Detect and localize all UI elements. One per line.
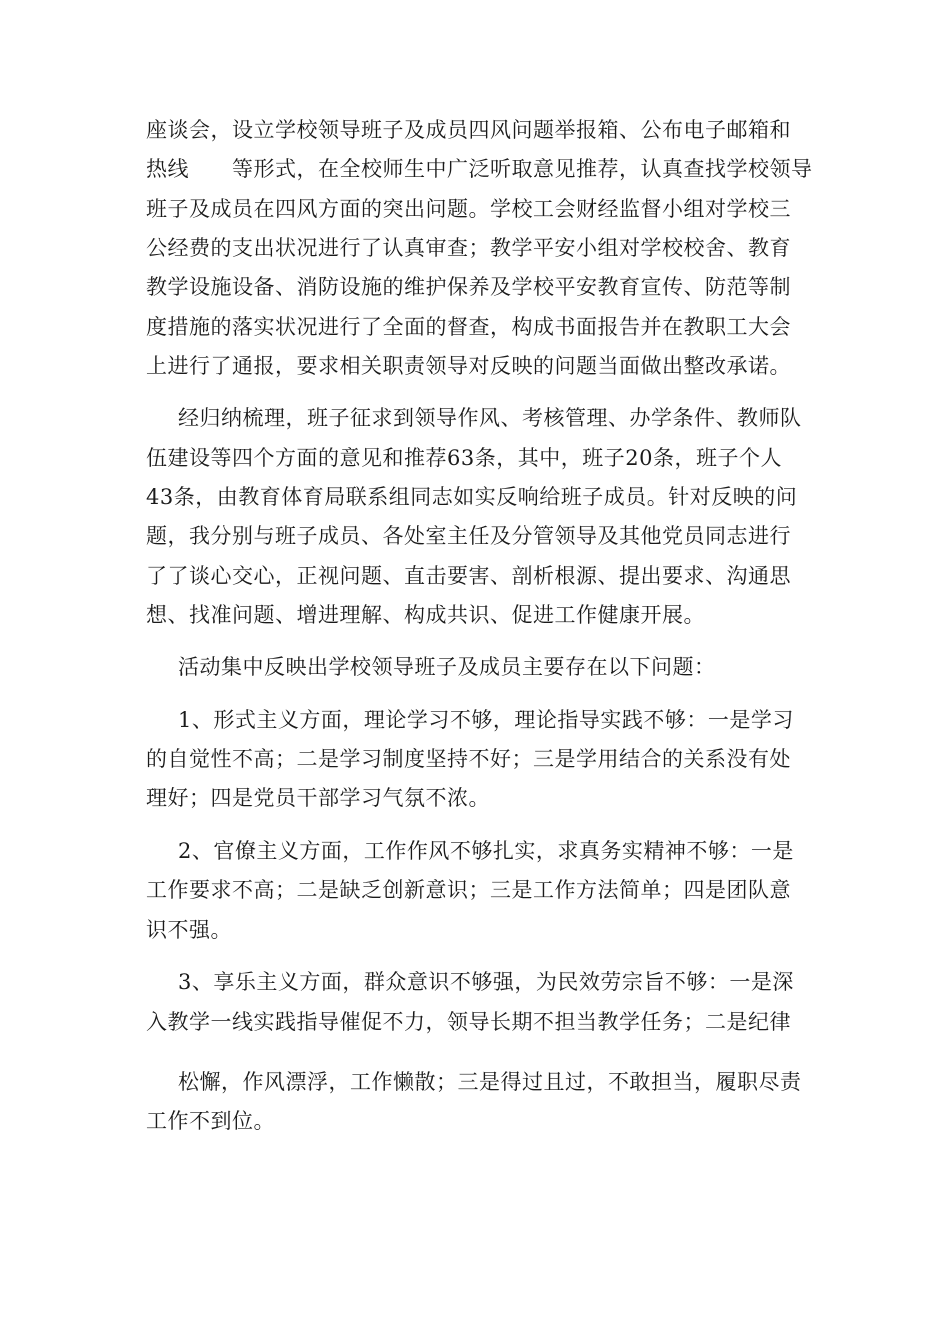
text-line: 43条，由教育体育局联系组同志如实反响给班子成员。针对反映的问	[146, 485, 798, 509]
text-line: 热线 等形式，在全校师生中广泛听取意见推荐，认真查找学校领导	[146, 157, 813, 181]
text-line: 的自觉性不高；二是学习制度坚持不好；三是学用结合的关系没有处	[146, 747, 791, 771]
text-line: 工作不到位。	[146, 1109, 275, 1133]
text-line: 教学设施设备、消防设施的维护保养及学校平安教育宣传、防范等制	[146, 275, 791, 299]
paragraph-start-line: 2、官僚主义方面，工作作风不够扎实，求真务实精神不够：一是	[178, 839, 794, 863]
paragraph-start-line: 3、享乐主义方面，群众意识不够强，为民效劳宗旨不够：一是深	[178, 970, 794, 994]
text-line: 伍建设等四个方面的意见和推荐63条，其中，班子20条，班子个人	[146, 446, 782, 470]
text-line: 题，我分别与班子成员、各处室主任及分管领导及其他党员同志进行	[146, 524, 791, 548]
text-line: 理好；四是党员干部学习气氛不浓。	[146, 786, 490, 810]
paragraph-start-line: 1、形式主义方面，理论学习不够，理论指导实践不够：一是学习	[178, 708, 794, 732]
text-line: 识不强。	[146, 918, 232, 942]
text-line: 上进行了通报，要求相关职责领导对反映的问题当面做出整改承诺。	[146, 354, 791, 378]
paragraph-start-line: 松懈，作风漂浮，工作懒散；三是得过且过，不敢担当，履职尽责	[178, 1070, 802, 1094]
text-line: 度措施的落实状况进行了全面的督查，构成书面报告并在教职工大会	[146, 315, 791, 339]
text-line: 了了谈心交心，正视问题、直击要害、剖析根源、提出要求、沟通思	[146, 564, 791, 588]
text-line: 想、找准问题、增进理解、构成共识、促进工作健康开展。	[146, 603, 705, 627]
text-line: 班子及成员在四风方面的突出问题。学校工会财经监督小组对学校三	[146, 197, 791, 221]
text-line: 入教学一线实践指导催促不力，领导长期不担当教学任务；二是纪律	[146, 1010, 791, 1034]
text-line: 工作要求不高；二是缺乏创新意识；三是工作方法简单；四是团队意	[146, 878, 791, 902]
text-line: 座谈会，设立学校领导班子及成员四风问题举报箱、公布电子邮箱和	[146, 118, 791, 142]
paragraph-start-line: 活动集中反映出学校领导班子及成员主要存在以下问题：	[178, 655, 716, 679]
paragraph-start-line: 经归纳梳理，班子征求到领导作风、考核管理、办学条件、教师队	[178, 406, 802, 430]
text-line: 公经费的支出状况进行了认真审查；教学平安小组对学校校舍、教育	[146, 236, 791, 260]
